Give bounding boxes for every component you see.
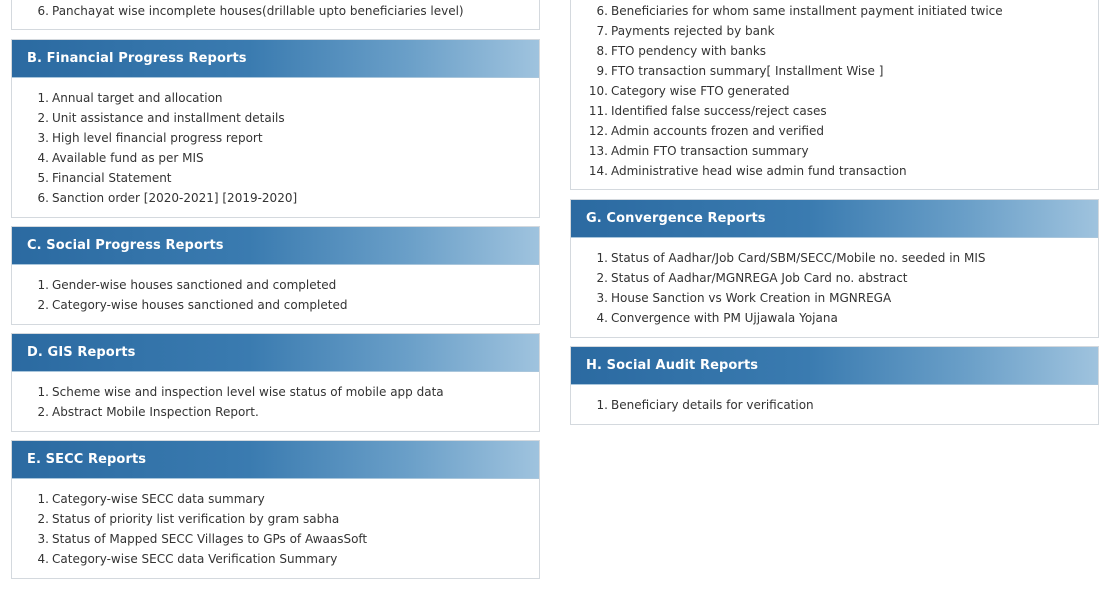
list-item[interactable]: [12, 108, 539, 128]
item-number: 3.: [37, 532, 49, 546]
report-link[interactable]: Admin FTO transaction summary: [611, 144, 809, 158]
report-link[interactable]: Status of Mapped SECC Villages to GPs of AwaasSoft: [52, 532, 368, 546]
report-link[interactable]: Financial Statement: [52, 171, 172, 185]
item-number: 1.: [596, 251, 608, 265]
list-item[interactable]: [12, 402, 539, 422]
item-number: 1.: [596, 398, 608, 412]
physical-progress-panel-partial: [11, 0, 540, 30]
panel-title: D. GIS Reports: [12, 334, 539, 372]
report-link[interactable]: Scheme wise and inspection level wise status of mobile app data: [52, 385, 444, 399]
list-item[interactable]: [12, 295, 539, 315]
panel-title: G. Convergence Reports: [571, 200, 1098, 238]
list-item[interactable]: [571, 288, 1098, 308]
list-item[interactable]: [571, 101, 1098, 121]
report-link[interactable]: Category wise FTO generated: [611, 84, 790, 98]
report-link[interactable]: House Sanction vs Work Creation in MGNREGA: [611, 291, 892, 305]
report-link[interactable]: Beneficiary details for verification: [611, 398, 814, 412]
item-number: 13.: [588, 144, 608, 158]
report-link[interactable]: Annual target and allocation: [52, 91, 223, 105]
list-item[interactable]: [12, 509, 539, 529]
report-link[interactable]: Abstract Mobile Inspection Report.: [52, 405, 259, 419]
report-link[interactable]: Administrative head wise admin fund transaction: [611, 164, 907, 178]
list-item[interactable]: [12, 88, 539, 108]
report-link[interactable]: Status of Aadhar/MGNREGA Job Card no. abstract: [611, 271, 908, 285]
item-number: 14.: [588, 164, 608, 178]
list-item[interactable]: [571, 81, 1098, 101]
list-item[interactable]: [12, 128, 539, 148]
social-audit-panel: [570, 346, 1099, 425]
list-item[interactable]: [12, 168, 539, 188]
report-link[interactable]: Available fund as per MIS: [52, 151, 204, 165]
item-number: 11.: [588, 104, 608, 118]
item-number: 8.: [596, 44, 608, 58]
item-number: 4.: [37, 151, 49, 165]
report-link[interactable]: Payments rejected by bank: [611, 24, 775, 38]
item-number: 1.: [37, 385, 49, 399]
list-item[interactable]: [571, 1, 1098, 21]
report-link[interactable]: Gender-wise houses sanctioned and completed: [52, 278, 337, 292]
item-number: 4.: [37, 552, 49, 566]
report-link[interactable]: Category-wise houses sanctioned and completed: [52, 298, 348, 312]
report-link[interactable]: FTO pendency with banks: [611, 44, 767, 58]
list-item[interactable]: [12, 529, 539, 549]
list-item[interactable]: [571, 21, 1098, 41]
report-list: [571, 0, 1098, 181]
list-item[interactable]: [12, 275, 539, 295]
social-progress-panel: [11, 226, 540, 325]
report-link[interactable]: Category-wise SECC data summary: [52, 492, 265, 506]
list-item[interactable]: [571, 41, 1098, 61]
list-item[interactable]: [12, 489, 539, 509]
convergence-reports-panel: [570, 199, 1099, 338]
report-link[interactable]: High level financial progress report: [52, 131, 263, 145]
report-list: [12, 372, 539, 424]
financial-progress-panel: [11, 39, 540, 218]
item-number: 7.: [596, 24, 608, 38]
report-list: [12, 78, 539, 210]
list-item[interactable]: [12, 188, 539, 208]
report-link[interactable]: Status of Aadhar/Job Card/SBM/SECC/Mobile no. seeded in MIS: [611, 251, 986, 265]
report-link[interactable]: Category-wise SECC data Verification Summary: [52, 552, 338, 566]
list-item[interactable]: [571, 268, 1098, 288]
report-link[interactable]: Identified false success/reject cases: [611, 104, 827, 118]
list-item[interactable]: [571, 121, 1098, 141]
item-number: 2.: [37, 512, 49, 526]
report-link[interactable]: Beneficiaries for whom same installment payment initiated twice: [611, 4, 1003, 18]
report-list: [12, 479, 539, 571]
report-link[interactable]: Status of priority list verification by gram sabha: [52, 512, 340, 526]
item-number: 9.: [596, 64, 608, 78]
list-item[interactable]: [12, 382, 539, 402]
item-number: 3.: [37, 131, 49, 145]
item-number: 6.: [37, 4, 49, 18]
item-number: 6.: [596, 4, 608, 18]
item-number: 4.: [596, 311, 608, 325]
item-number: 6.: [37, 191, 49, 205]
report-link[interactable]: Panchayat wise incomplete houses(drillable upto beneficiaries level): [52, 4, 464, 18]
list-item[interactable]: [12, 148, 539, 168]
list-item[interactable]: [12, 549, 539, 569]
list-item[interactable]: [571, 161, 1098, 181]
fto-reports-panel-partial: [570, 0, 1099, 190]
secc-reports-panel: [11, 440, 540, 579]
panel-title: C. Social Progress Reports: [12, 227, 539, 265]
item-number: 10.: [588, 84, 608, 98]
panel-title: B. Financial Progress Reports: [12, 40, 539, 78]
item-number: 12.: [588, 124, 608, 138]
item-number: 1.: [37, 492, 49, 506]
list-item[interactable]: [571, 395, 1098, 415]
report-list: [571, 385, 1098, 417]
report-list: [12, 265, 539, 317]
gis-reports-panel: [11, 333, 540, 432]
item-number: 2.: [37, 298, 49, 312]
item-number: 1.: [37, 91, 49, 105]
item-number: 2.: [596, 271, 608, 285]
list-item[interactable]: [12, 1, 464, 21]
report-link[interactable]: FTO transaction summary[ Installment Wise ]: [611, 64, 884, 78]
report-link[interactable]: Unit assistance and installment details: [52, 111, 285, 125]
list-item[interactable]: [571, 248, 1098, 268]
item-number: 3.: [596, 291, 608, 305]
item-number: 5.: [37, 171, 49, 185]
list-item[interactable]: [571, 141, 1098, 161]
panel-title: E. SECC Reports: [12, 441, 539, 479]
report-link[interactable]: Admin accounts frozen and verified: [611, 124, 824, 138]
list-item[interactable]: [571, 61, 1098, 81]
report-link[interactable]: Sanction order [2020-2021] [2019-2020]: [52, 191, 298, 205]
item-number: 2.: [37, 111, 49, 125]
item-number: 2.: [37, 405, 49, 419]
report-link[interactable]: Convergence with PM Ujjawala Yojana: [611, 311, 838, 325]
item-number: 1.: [37, 278, 49, 292]
report-list: [571, 238, 1098, 330]
list-item[interactable]: [571, 308, 1098, 328]
panel-title: H. Social Audit Reports: [571, 347, 1098, 385]
